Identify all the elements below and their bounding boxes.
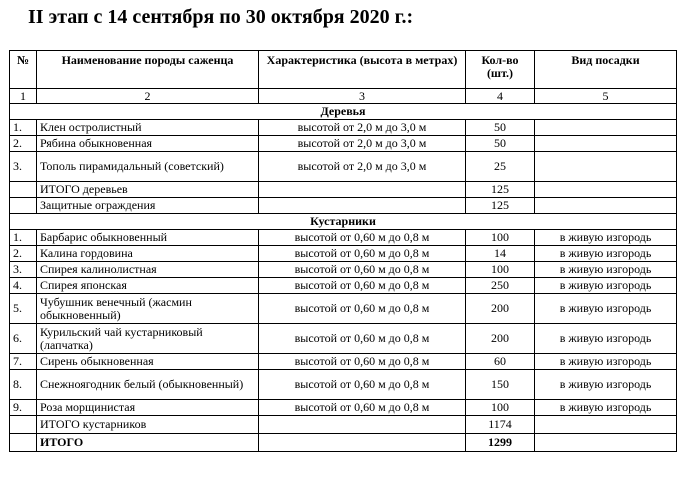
row-number: 2. xyxy=(10,246,37,262)
row-planting-type: в живую изгородь xyxy=(535,246,677,262)
row-name: Спирея калинолистная xyxy=(37,262,259,278)
row-planting-type: в живую изгородь xyxy=(535,370,677,400)
row-number: 6. xyxy=(10,324,37,354)
table-row xyxy=(10,230,677,246)
row-name: Барбарис обыкновенный xyxy=(37,230,259,246)
row-planting-type xyxy=(535,136,677,152)
row-planting-type: в живую изгородь xyxy=(535,400,677,416)
row-quantity: 14 xyxy=(466,246,535,262)
shrubs-total-row xyxy=(10,416,677,434)
row-number: 5. xyxy=(10,294,37,324)
grand-total-quantity: 1299 xyxy=(466,434,535,452)
row-quantity: 50 xyxy=(466,120,535,136)
row-number: 7. xyxy=(10,354,37,370)
header-name: Наименование породы саженца xyxy=(37,51,259,89)
row-planting-type xyxy=(535,182,677,198)
table-row xyxy=(10,278,677,294)
row-planting-type: в живую изгородь xyxy=(535,230,677,246)
col-number: 4 xyxy=(466,89,535,104)
row-number xyxy=(10,434,37,452)
row-quantity: 150 xyxy=(466,370,535,400)
row-quantity: 250 xyxy=(466,278,535,294)
col-number: 2 xyxy=(37,89,259,104)
row-planting-type: в живую изгородь xyxy=(535,354,677,370)
row-name: Роза морщинистая xyxy=(37,400,259,416)
row-characteristic: высотой от 2,0 м до 3,0 м xyxy=(259,120,466,136)
row-number: 9. xyxy=(10,400,37,416)
row-number xyxy=(10,416,37,434)
row-planting-type xyxy=(535,120,677,136)
row-number: 2. xyxy=(10,136,37,152)
row-number: 8. xyxy=(10,370,37,400)
table-row xyxy=(10,246,677,262)
header-planting-type: Вид посадки xyxy=(535,51,677,89)
row-quantity: 60 xyxy=(466,354,535,370)
row-quantity: 100 xyxy=(466,230,535,246)
grand-total-row xyxy=(10,434,677,452)
row-number: 4. xyxy=(10,278,37,294)
table-row xyxy=(10,262,677,278)
row-quantity: 50 xyxy=(466,136,535,152)
row-number: 3. xyxy=(10,262,37,278)
row-planting-type xyxy=(535,152,677,182)
row-name: Снежноягодник белый (обыкновенный) xyxy=(37,370,259,400)
row-planting-type: в живую изгородь xyxy=(535,278,677,294)
header-quantity: Кол-во (шт.) xyxy=(466,51,535,89)
row-characteristic xyxy=(259,434,466,452)
row-name: Рябина обыкновенная xyxy=(37,136,259,152)
fence-label: Защитные ограждения xyxy=(37,198,259,214)
row-quantity: 200 xyxy=(466,324,535,354)
row-number: 1. xyxy=(10,230,37,246)
row-characteristic: высотой от 0,60 м до 0,8 м xyxy=(259,324,466,354)
row-characteristic xyxy=(259,198,466,214)
row-characteristic: высотой от 0,60 м до 0,8 м xyxy=(259,294,466,324)
row-characteristic xyxy=(259,182,466,198)
fence-quantity: 125 xyxy=(466,198,535,214)
row-number xyxy=(10,182,37,198)
row-quantity: 200 xyxy=(466,294,535,324)
trees-total-quantity: 125 xyxy=(466,182,535,198)
trees-total-label: ИТОГО деревьев xyxy=(37,182,259,198)
table-row xyxy=(10,370,677,400)
grand-total-label: ИТОГО xyxy=(37,434,259,452)
section-row-shrubs xyxy=(10,214,677,230)
row-characteristic: высотой от 0,60 м до 0,8 м xyxy=(259,354,466,370)
col-number: 3 xyxy=(259,89,466,104)
row-characteristic: высотой от 0,60 м до 0,8 м xyxy=(259,278,466,294)
table-row xyxy=(10,324,677,354)
row-name: Курильский чай кустарниковый (лапчатка) xyxy=(37,324,259,354)
row-name: Клен остролистный xyxy=(37,120,259,136)
row-planting-type xyxy=(535,434,677,452)
table-row xyxy=(10,152,677,182)
row-name: Сирень обыкновенная xyxy=(37,354,259,370)
row-characteristic: высотой от 0,60 м до 0,8 м xyxy=(259,370,466,400)
section-title-trees: Деревья xyxy=(10,104,677,120)
table-row xyxy=(10,354,677,370)
table-header-row xyxy=(10,51,677,89)
header-no: № xyxy=(10,51,37,89)
table-row xyxy=(10,136,677,152)
col-number: 1 xyxy=(10,89,37,104)
row-name: Тополь пирамидальный (советский) xyxy=(37,152,259,182)
planting-table xyxy=(9,50,677,452)
row-number: 1. xyxy=(10,120,37,136)
col-number: 5 xyxy=(535,89,677,104)
row-characteristic: высотой от 0,60 м до 0,8 м xyxy=(259,262,466,278)
shrubs-total-quantity: 1174 xyxy=(466,416,535,434)
header-characteristic: Характеристика (высота в метрах) xyxy=(259,51,466,89)
row-name: Калина гордовина xyxy=(37,246,259,262)
shrubs-total-label: ИТОГО кустарников xyxy=(37,416,259,434)
row-quantity: 100 xyxy=(466,400,535,416)
row-quantity: 100 xyxy=(466,262,535,278)
table-row xyxy=(10,400,677,416)
column-number-row xyxy=(10,89,677,104)
fence-row xyxy=(10,198,677,214)
table-row xyxy=(10,120,677,136)
row-planting-type: в живую изгородь xyxy=(535,324,677,354)
row-name: Чубушник венечный (жасмин обыкновенный) xyxy=(37,294,259,324)
row-characteristic: высотой от 0,60 м до 0,8 м xyxy=(259,246,466,262)
row-number xyxy=(10,198,37,214)
trees-total-row xyxy=(10,182,677,198)
row-planting-type xyxy=(535,416,677,434)
row-characteristic: высотой от 0,60 м до 0,8 м xyxy=(259,230,466,246)
row-characteristic: высотой от 0,60 м до 0,8 м xyxy=(259,400,466,416)
section-title-shrubs: Кустарники xyxy=(10,214,677,230)
row-number: 3. xyxy=(10,152,37,182)
row-characteristic: высотой от 2,0 м до 3,0 м xyxy=(259,152,466,182)
page-title: II этап с 14 сентября по 30 октября 2020 г.: xyxy=(28,6,414,28)
row-planting-type: в живую изгородь xyxy=(535,262,677,278)
row-characteristic xyxy=(259,416,466,434)
table-row xyxy=(10,294,677,324)
row-characteristic: высотой от 2,0 м до 3,0 м xyxy=(259,136,466,152)
section-row-trees xyxy=(10,104,677,120)
row-name: Спирея японская xyxy=(37,278,259,294)
row-planting-type: в живую изгородь xyxy=(535,294,677,324)
row-quantity: 25 xyxy=(466,152,535,182)
row-planting-type xyxy=(535,198,677,214)
